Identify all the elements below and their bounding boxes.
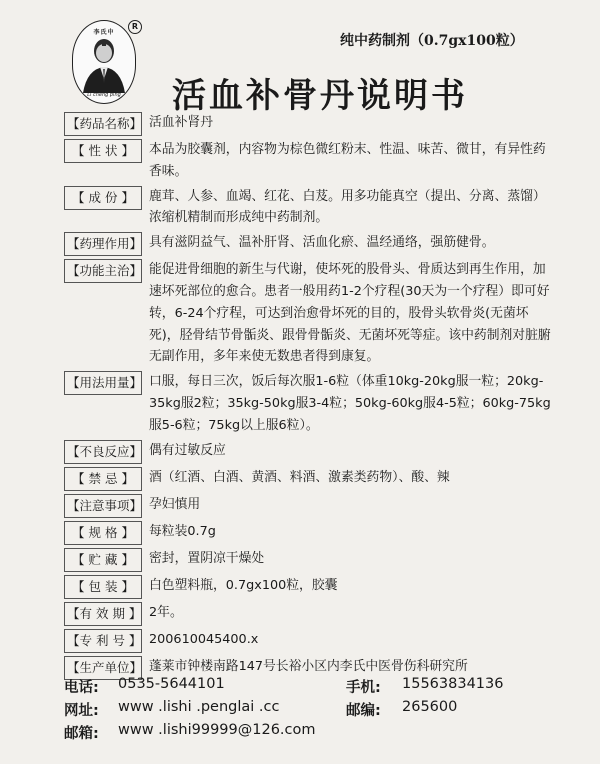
website-link[interactable]: www .lishi .penglai .cc bbox=[118, 699, 280, 715]
info-rows bbox=[64, 112, 554, 680]
row-label: 【 禁 忌 】 bbox=[64, 467, 142, 491]
row-precautions bbox=[64, 494, 554, 518]
row-label: 【 包 装 】 bbox=[64, 575, 142, 599]
row-value: 孕妇慎用 bbox=[149, 496, 201, 512]
row-value: 偶有过敏反应 bbox=[149, 442, 226, 458]
row-value: 200610045400.x bbox=[149, 631, 259, 647]
row-label: 【功能主治】 bbox=[64, 259, 142, 283]
row-drug-name bbox=[64, 112, 554, 136]
row-value: 白色塑料瓶，0.7gx100粒，胶囊 bbox=[149, 577, 338, 593]
row-storage bbox=[64, 548, 554, 572]
row-label: 【用法用量】 bbox=[64, 371, 142, 395]
mobile-label: 手机: bbox=[346, 680, 381, 696]
row-label: 【有 效 期 】 bbox=[64, 602, 142, 626]
row-value: 2年。 bbox=[149, 604, 183, 620]
row-value: 活血补肾丹 bbox=[149, 115, 213, 130]
row-value: 口服，每日三次，饭后每次服1-6粒（体重10kg-20kg服一粒；20kg-35kg服2粒；35kg-50kg服3-4粒；50kg-60kg服4-5粒；60kg-75kg服5-6粒；75kg以上服6粒）。 bbox=[149, 374, 551, 433]
row-indications bbox=[64, 259, 554, 368]
logo-name: 李氏中 bbox=[93, 29, 115, 36]
row-pharmacology bbox=[64, 232, 554, 256]
row-value: 蓬莱市钟楼南路147号长裕小区内李氏中医骨伤科研究所 bbox=[149, 658, 468, 674]
row-validity bbox=[64, 602, 554, 626]
row-label: 【 贮 藏 】 bbox=[64, 548, 142, 572]
row-label: 【专 利 号 】 bbox=[64, 629, 142, 653]
document-title: 活血补骨丹说明书 bbox=[172, 76, 468, 116]
portrait-logo bbox=[72, 20, 136, 104]
row-value: 能促进骨细胞的新生与代谢，使坏死的股骨头、骨质达到再生作用，加速坏死部位的愈合。患者一般用药1-2个疗程(30天为一个疗程）即可好转，6-24个疗程，可达到治愈骨坏死的目的，股骨头软骨炎(无菌坏死)，胫骨结节骨骺炎、跟骨骨骺炎、无菌坏死等症。该中药制剂对脏腑无副作用，多年来使无数患者得到康复。 bbox=[149, 262, 551, 365]
row-packaging bbox=[64, 575, 554, 599]
product-subtitle: 纯中药制剂（0.7gx100粒） bbox=[340, 33, 524, 49]
row-appearance bbox=[64, 139, 554, 183]
row-value: 本品为胶囊剂，内容物为棕色微红粉末、性温、味苦、微甘，有异性药香味。 bbox=[149, 142, 546, 179]
row-label: 【生产单位】 bbox=[64, 656, 142, 680]
row-label: 【注意事项】 bbox=[64, 494, 142, 518]
row-contraindications bbox=[64, 467, 554, 491]
web-label: 网址: bbox=[64, 703, 99, 719]
row-adverse-reactions bbox=[64, 440, 554, 464]
row-patent-number bbox=[64, 629, 554, 653]
row-dosage bbox=[64, 371, 554, 436]
contact-row-phone bbox=[64, 676, 564, 699]
contact-row-email bbox=[64, 722, 564, 745]
row-label: 【药理作用】 bbox=[64, 232, 142, 256]
contact-row-web bbox=[64, 699, 564, 722]
row-value: 酒（红酒、白酒、黄酒、料酒、激素类药物）、酸、辣 bbox=[149, 469, 450, 485]
row-label: 【 成 份 】 bbox=[64, 186, 142, 210]
logo-pinyin: Li cheng ping bbox=[87, 92, 121, 98]
row-value: 每粒装0.7g bbox=[149, 523, 216, 539]
row-label: 【 性 状 】 bbox=[64, 139, 142, 163]
zip-code: 265600 bbox=[402, 699, 458, 715]
row-label: 【药品名称】 bbox=[64, 112, 142, 136]
phone-label: 电话: bbox=[64, 680, 99, 696]
row-ingredients bbox=[64, 186, 554, 230]
row-label: 【不良反应】 bbox=[64, 440, 142, 464]
row-label: 【 规 格 】 bbox=[64, 521, 142, 545]
email-label: 邮箱: bbox=[64, 726, 99, 742]
row-value: 鹿茸、人参、血竭、红花、白芨。用多功能真空（提出、分离、蒸馏）浓缩机精制而形成纯中药制剂。 bbox=[149, 188, 546, 226]
mobile-number: 15563834136 bbox=[402, 676, 504, 692]
contact-info bbox=[64, 676, 564, 745]
email-link[interactable]: www .lishi99999@126.com bbox=[118, 722, 316, 738]
zip-label: 邮编: bbox=[346, 703, 381, 719]
row-specification bbox=[64, 521, 554, 545]
phone-number: 0535-5644101 bbox=[118, 676, 225, 692]
registered-mark: R bbox=[128, 20, 142, 34]
row-value: 具有滋阴益气、温补肝肾、活血化瘀、温经通络，强筋健骨。 bbox=[149, 235, 495, 251]
row-value: 密封，置阴凉干燥处 bbox=[149, 550, 265, 566]
